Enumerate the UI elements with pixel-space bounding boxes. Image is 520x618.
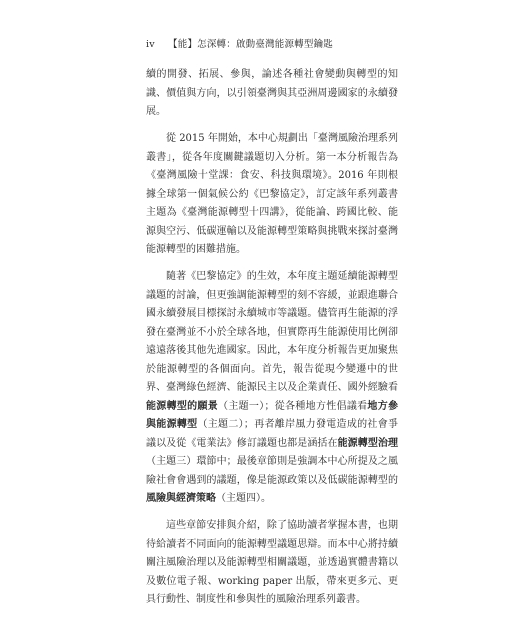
paragraph-text: 這些章節安排與介紹，除了協助讀者掌握本書，也期待給讀者不同面向的能源轉型議題思辯。而本中心將持續關注風險治理以及能源轉型相關議題，並透過實體書籍以及數位電子報、working paper 出版，帶來更多元、更具行動性、制度性和參與性的風險治理系列叢書。 (146, 520, 398, 605)
paragraph-3 (146, 268, 398, 509)
bold-term-governance: 能源轉型治理 (337, 437, 399, 449)
paragraph-text: （主題四）。 (216, 493, 271, 504)
paragraph-4 (146, 517, 398, 610)
paragraph-text: （主題二）；再者離岸風力發電造成的社會爭議以及從《電業法》修訂議題也都是涵括在 (146, 419, 399, 449)
paragraph-1 (146, 66, 398, 122)
running-title: 【能】怎深轉：啟動臺灣能源轉型鑰匙 (168, 39, 333, 50)
paragraph-text: 隨著《巴黎協定》的生效，本年度主題延續能源轉型議題的討論，但更強調能源轉型的刻不容緩，並跟進聯合國永續發展目標探討永續城市等議題。儘管再生能源的浮發在臺灣並不小於全球各地，但實際再生能源使用比例卻遠遠落後其他先進國家。因此，本年度分析報告更加聚焦於能源轉型的各個面向。首先，報告從現今變遷中的世界、臺灣綠色經濟、能源民主以及企業責任、國外經驗看 (146, 271, 398, 393)
paragraph-text: 從 2015 年開始，本中心規劃出「臺灣風險治理系列叢書」，從各年度關鍵議題切入分析。第一本分析報告為《臺灣風險十堂課：食安、科技與環境》。2016 年則根據全球第一個氣候公約《巴黎協定》，訂定該年系列叢書主題為《臺灣能源轉型十四講》，從能論、跨國比較、能源與空污、低碳運輸以及能源轉型策略與挑戰來探討臺灣能源轉型的困難措施。 (146, 133, 398, 255)
paragraph-2 (146, 130, 398, 260)
page-number: iv (146, 39, 155, 50)
paragraph-text: （主題三）環節中；最後章節則是強調本中心所提及之風險社會會遇到的議題，像是能源政策以及低碳能源轉型的 (146, 456, 398, 486)
bold-term-risk: 風險與經濟策略 (146, 493, 216, 504)
paragraph-text: （主題一）；從各種地方性倡議看 (218, 400, 368, 412)
bold-term-local: 地方參與能源轉型 (146, 400, 399, 430)
bold-term-vision: 能源轉型的願景 (146, 400, 219, 412)
body-text (146, 66, 398, 618)
running-header (146, 39, 333, 51)
paragraph-text: 續的開發、拓展、參與，論述各種社會變動與轉型的知識、價值與方向，以引領臺灣與其亞洲周邊國家的永續發展。 (146, 69, 398, 117)
